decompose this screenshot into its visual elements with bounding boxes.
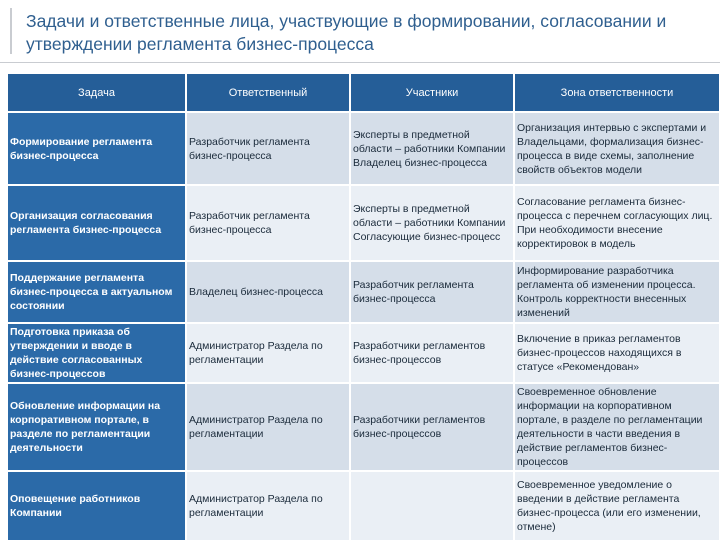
participants-cell: Эксперты в предметной области – работники Компании Владелец бизнес-процесса — [350, 112, 514, 185]
header-participants: Участники — [350, 74, 514, 112]
task-cell: Организация согласования регламента бизнес-процесса — [8, 185, 186, 261]
task-cell: Оповещение работников Компании — [8, 471, 186, 541]
participants-cell: Разработчик регламента бизнес-процесса — [350, 261, 514, 323]
responsible-cell: Администратор Раздела по регламентации — [186, 471, 350, 541]
table-row — [8, 323, 720, 383]
participants-cell: Эксперты в предметной области – работники Компании Согласующие бизнес-процесс — [350, 185, 514, 261]
task-cell: Обновление информации на корпоративном портале, в разделе по регламентации деятельности — [8, 383, 186, 471]
table-row — [8, 383, 720, 471]
zone-cell: Включение в приказ регламентов бизнес-процессов находящихся в статусе «Рекомендован» — [514, 323, 720, 383]
table-row — [8, 112, 720, 185]
responsible-cell: Владелец бизнес-процесса — [186, 261, 350, 323]
participants-cell — [350, 471, 514, 541]
responsibility-table — [8, 74, 720, 542]
slide-title: Задачи и ответственные лица, участвующие в формировании, согласовании и утверждении регламента бизнес-процесса — [26, 11, 667, 54]
table-row — [8, 471, 720, 541]
zone-cell: Согласование регламента бизнес-процесса с перечнем согласующих лиц. При необходимости внесение корректировок в модель — [514, 185, 720, 261]
zone-cell: Своевременное уведомление о введении в действие регламента бизнес-процесса (или его изменении, отмене) — [514, 471, 720, 541]
participants-cell: Разработчики регламентов бизнес-процессов — [350, 323, 514, 383]
task-cell: Подготовка приказа об утверждении и вводе в действие согласованных бизнес-процессов — [8, 323, 186, 383]
zone-cell: Информирование разработчика регламента об изменении процесса. Контроль корректности внесенных изменений — [514, 261, 720, 323]
responsible-cell: Разработчик регламента бизнес-процесса — [186, 185, 350, 261]
responsible-cell: Разработчик регламента бизнес-процесса — [186, 112, 350, 185]
table-row — [8, 261, 720, 323]
responsible-cell: Администратор Раздела по регламентации — [186, 383, 350, 471]
title-block — [0, 0, 720, 63]
task-cell: Формирование регламента бизнес-процесса — [8, 112, 186, 185]
task-cell: Поддержание регламента бизнес-процесса в актуальном состоянии — [8, 261, 186, 323]
header-task: Задача — [8, 74, 186, 112]
zone-cell: Своевременное обновление информации на корпоративном портале, в разделе по регламентации деятельности в части введения в действие регламентов бизнес-процессов — [514, 383, 720, 471]
table-header-row — [8, 74, 720, 112]
table-row — [8, 185, 720, 261]
header-zone: Зона ответственности — [514, 74, 720, 112]
responsible-cell: Администратор Раздела по регламентации — [186, 323, 350, 383]
zone-cell: Организация интервью с экспертами и Владельцами, формализация бизнес-процесса в виде схемы, заполнение свойств объектов модели — [514, 112, 720, 185]
title-accent-bar — [10, 8, 12, 54]
participants-cell: Разработчики регламентов бизнес-процессов — [350, 383, 514, 471]
header-responsible: Ответственный — [186, 74, 350, 112]
